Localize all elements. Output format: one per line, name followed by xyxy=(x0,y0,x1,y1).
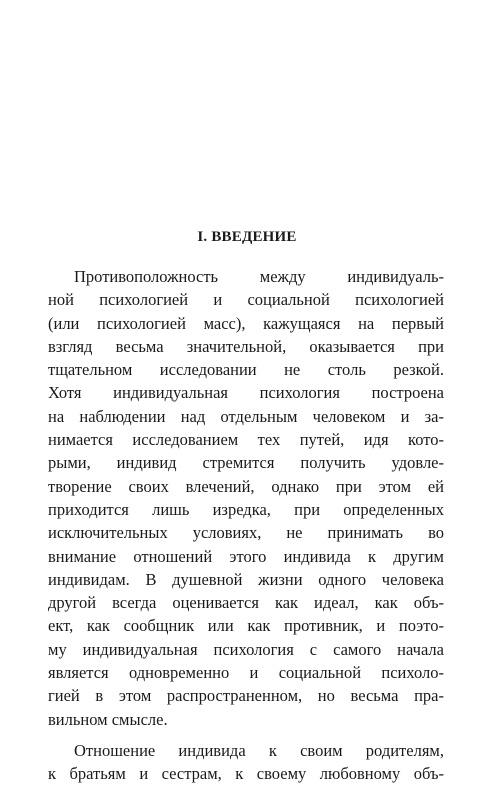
text-line: взгляд весьма значительной, оказывается при xyxy=(48,336,444,356)
text-line: творение своих влечений, однако при этом ей xyxy=(48,476,444,496)
text-line: исключительных условиях, не принимать во xyxy=(48,523,444,543)
text-line: рыми, индивид стремится получить удовле- xyxy=(48,453,444,473)
paragraph-gap xyxy=(48,731,444,739)
text-line: нимается исследованием тех путей, идя кото- xyxy=(48,430,444,450)
paragraph xyxy=(48,739,444,786)
text-line: Отношение индивида к своим родителям, xyxy=(74,740,444,760)
text-line: индивидам. В душевной жизни одного человека xyxy=(48,569,444,589)
text-line: является одновременно и социальной психоло- xyxy=(48,663,444,683)
text-line: внимание отношений этого индивида к другим xyxy=(48,546,444,566)
text-line: вильном смысле. xyxy=(48,709,168,729)
chapter-title: I. ВВЕДЕНИЕ xyxy=(197,229,297,245)
text-line: ной психологией и социальной психологией xyxy=(48,290,444,310)
text-line: другой всегда оценивается как идеал, как объ- xyxy=(48,593,444,613)
paragraph xyxy=(48,265,444,731)
text-line: на наблюдении над отдельным человеком и за- xyxy=(48,406,444,426)
text-line: тщательном исследовании не столь резкой. xyxy=(48,360,444,380)
text-line: (или психологией масс), кажущаяся на первый xyxy=(48,313,444,333)
text-line: ект, как сообщник или как противник, и поэто- xyxy=(48,616,444,636)
text-line: приходится лишь изредка, при определенных xyxy=(48,499,444,519)
text-line: гией в этом распространенном, но весьма пра- xyxy=(48,686,444,706)
body-text xyxy=(48,265,444,786)
text-line: Хотя индивидуальная психология построена xyxy=(48,383,444,403)
text-line: Противоположность между индивидуаль- xyxy=(74,267,444,286)
text-line: к братьям и сестрам, к своему любовному объ- xyxy=(48,764,444,784)
text-line: му индивидуальная психология с самого начала xyxy=(48,639,444,659)
